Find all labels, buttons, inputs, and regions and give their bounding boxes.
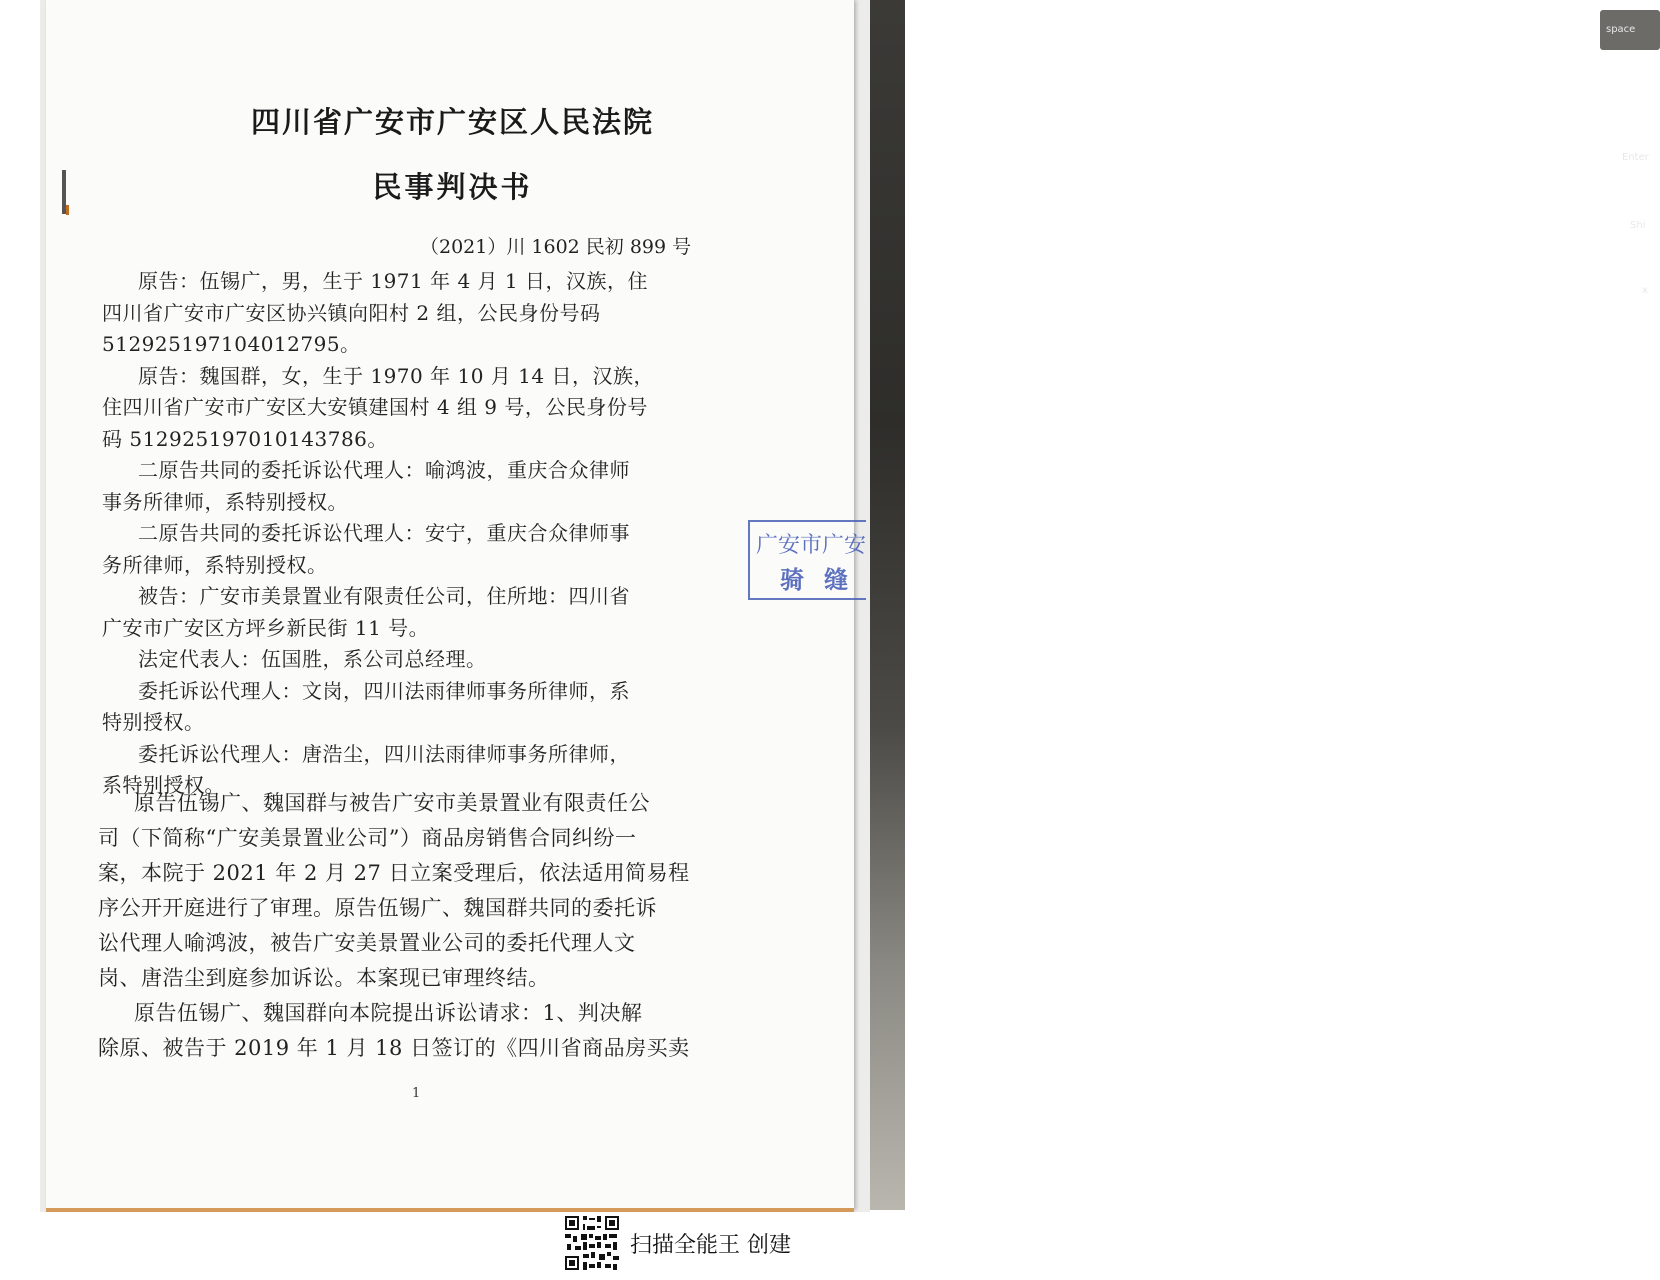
key-label-x: x bbox=[1642, 285, 1648, 296]
party-agent-2 bbox=[102, 518, 742, 581]
party-defendant bbox=[102, 581, 742, 644]
text-line: 委托诉讼代理人：唐浩尘，四川法雨律师事务所律师， bbox=[138, 741, 630, 766]
text-line: 四川省广安市广安区协兴镇向阳村 2 组，公民身份号码 bbox=[102, 300, 601, 325]
page-number: 1 bbox=[412, 1086, 421, 1101]
stamp-text-line1: 广安市广安 bbox=[756, 533, 867, 558]
case-number: （2021）川 1602 民初 899 号 bbox=[420, 236, 692, 258]
paragraph-claims bbox=[98, 996, 758, 1066]
party-plaintiff-2 bbox=[102, 361, 742, 456]
text-line: 系特别授权。 bbox=[102, 773, 225, 797]
text-line: 特别授权。 bbox=[102, 710, 205, 734]
qr-code-icon bbox=[563, 1214, 621, 1272]
text-line: 岗、唐浩尘到庭参加诉讼。本案现已审理终结。 bbox=[98, 966, 550, 990]
court-name: 四川省广安市广安区人民法院 bbox=[250, 105, 654, 139]
text-line: 原告伍锡广、魏国群与被告广安市美景置业有限责任公 bbox=[134, 791, 650, 815]
parties-section bbox=[102, 266, 742, 802]
stamp-text-line2: 骑缝 bbox=[780, 566, 868, 594]
party-legal-rep bbox=[102, 644, 742, 676]
party-plaintiff-1 bbox=[102, 266, 742, 361]
text-line: 委托诉讼代理人：文岗，四川法雨律师事务所律师，系 bbox=[138, 678, 630, 703]
text-line: 512925197104012795。 bbox=[102, 332, 361, 356]
party-defendant-agent-1 bbox=[102, 676, 742, 739]
text-line: 二原告共同的委托诉讼代理人：安宁，重庆合众律师事 bbox=[138, 521, 630, 545]
text-line: 务所律师，系特别授权。 bbox=[102, 552, 328, 577]
text-line: 事务所律师，系特别授权。 bbox=[102, 489, 348, 514]
text-line: 序公开开庭进行了审理。原告伍锡广、魏国群共同的委托诉 bbox=[98, 896, 657, 920]
text-line: 广安市广安区方坪乡新民街 11 号。 bbox=[102, 615, 430, 640]
text-line: 司（下简称“广安美景置业公司”）商品房销售合同纠纷一 bbox=[98, 826, 637, 850]
key-label-shift: Shi bbox=[1630, 220, 1646, 231]
body-paragraphs bbox=[98, 786, 758, 1066]
text-line: 被告：广安市美景置业有限责任公司，住所地：四川省 bbox=[138, 584, 630, 608]
text-line: 案，本院于 2021 年 2 月 27 日立案受理后，依法适用简易程 bbox=[98, 861, 690, 885]
paragraph-case-summary bbox=[98, 786, 758, 996]
text-line: 讼代理人喻鸿波，被告广安美景置业公司的委托代理人文 bbox=[98, 931, 636, 955]
text-line: 原告伍锡广、魏国群向本院提出诉讼请求：1、判决解 bbox=[134, 1001, 643, 1025]
text-line: 法定代表人：伍国胜，系公司总经理。 bbox=[138, 647, 487, 671]
text-line: 二原告共同的委托诉讼代理人：喻鸿波，重庆合众律师 bbox=[138, 458, 630, 482]
document-title: 民事判决书 bbox=[372, 170, 533, 204]
text-line: 住四川省广安市广安区大安镇建国村 4 组 9 号，公民身份号 bbox=[102, 395, 648, 419]
key-label-space: space bbox=[1606, 24, 1636, 35]
seam-stamp bbox=[748, 520, 866, 600]
text-line: 原告：魏国群，女，生于 1970 年 10 月 14 日，汉族， bbox=[138, 363, 654, 388]
party-agent-1 bbox=[102, 455, 742, 518]
text-line: 码 512925197010143786。 bbox=[102, 426, 388, 451]
key-label-enter: Enter bbox=[1622, 152, 1649, 163]
text-line: 原告：伍锡广，男，生于 1971 年 4 月 1 日，汉族，住 bbox=[138, 269, 648, 293]
scanner-watermark: 扫描全能王 创建 bbox=[630, 1233, 791, 1258]
text-line: 除原、被告于 2019 年 1 月 18 日签订的《四川省商品房买卖 bbox=[98, 1036, 690, 1060]
binding-mark-accent bbox=[66, 205, 69, 215]
